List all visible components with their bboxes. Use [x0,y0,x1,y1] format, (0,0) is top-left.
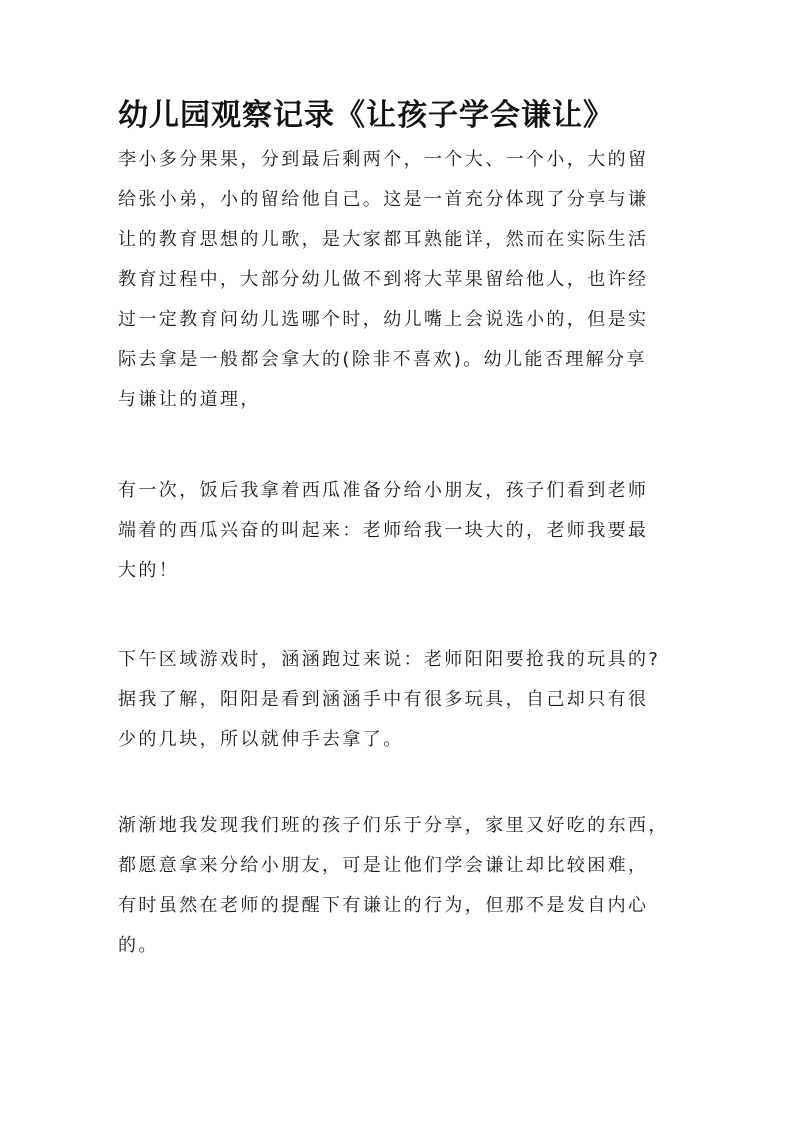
paragraph-watermelon [118,471,678,591]
text-line: 与谦让的道理， [118,389,261,410]
paragraph [118,471,678,591]
text-line: 据我了解，阳阳是看到涵涵手中有很多玩具，自己却只有很 [118,689,649,710]
text-line: 渐渐地我发现我们班的孩子们乐于分享，家里又好吃的东西， [118,815,669,836]
paragraph-intro [118,140,678,420]
paragraph [118,140,678,420]
paragraph [118,640,678,760]
text-line: 大的！ [118,560,180,581]
text-line: 让的教育思想的儿歌，是大家都耳熟能详，然而在实际生活 [118,229,649,250]
paragraph-conclusion [118,806,678,966]
text-line: 有一次，饭后我拿着西瓜准备分给小朋友，孩子们看到老师 [118,480,649,501]
text-line: 有时虽然在老师的提醒下有谦让的行为，但那不是发自内心 [118,895,649,916]
text-line: 少的几块，所以就伸手去拿了。 [118,729,404,750]
text-line: 的。 [118,935,159,956]
document-title: 幼儿园观察记录《让孩子学会谦让》 [118,98,614,133]
text-line: 端着的西瓜兴奋的叫起来：老师给我一块大的，老师我要最 [118,520,649,541]
text-line: 际去拿是一般都会拿大的(除非不喜欢)。幼儿能否理解分享 [118,349,647,370]
text-line: 李小多分果果，分到最后剩两个，一个大、一个小，大的留 [118,149,649,170]
paragraph-toys [118,640,678,760]
text-line: 教育过程中，大部分幼儿做不到将大苹果留给他人，也许经 [118,269,649,290]
text-line: 过一定教育问幼儿选哪个时，幼儿嘴上会说选小的，但是实 [118,309,649,330]
paragraph [118,806,678,966]
text-line: 下午区域游戏时，涵涵跑过来说：老师阳阳要抢我的玩具的? [118,649,661,670]
text-line: 给张小弟，小的留给他自己。这是一首充分体现了分享与谦 [118,189,649,210]
text-line: 都愿意拿来分给小朋友，可是让他们学会谦让却比较困难， [118,855,649,876]
